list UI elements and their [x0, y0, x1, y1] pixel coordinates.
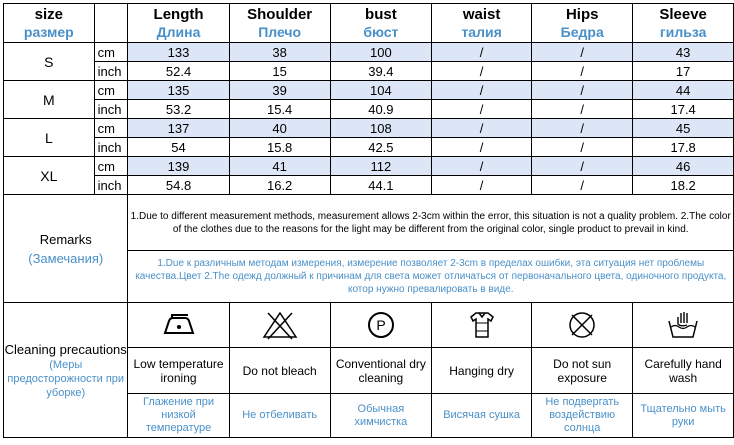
unit-label: cm: [94, 43, 128, 62]
size-label: L: [4, 119, 95, 157]
care-label-ru: Не подвергать воздействию солнца: [532, 394, 633, 438]
svg-text:P: P: [376, 317, 386, 333]
header-hips: Hips Бедра: [532, 4, 633, 43]
table-cell: 44.1: [330, 176, 431, 195]
size-label: M: [4, 81, 95, 119]
care-label-ru: Обычная химчистка: [330, 394, 431, 438]
table-cell: 46: [633, 157, 734, 176]
hanging-dry-icon: [432, 303, 532, 348]
cleaning-label: Cleaning precautions (Меры предосторожности при уборке): [4, 303, 128, 438]
table-cell: 17.8: [633, 138, 734, 157]
table-cell: 42.5: [330, 138, 431, 157]
table-cell: /: [532, 176, 633, 195]
table-row: [4, 119, 734, 138]
header-bust: bust бюст: [330, 4, 431, 43]
remarks-label: Remarks (Замечания): [4, 195, 128, 303]
unit-label: cm: [94, 119, 128, 138]
table-cell: 40: [229, 119, 330, 138]
table-cell: 15.4: [229, 100, 330, 119]
table-cell: /: [532, 62, 633, 81]
hand-wash-icon: [633, 303, 734, 348]
table-cell: /: [432, 81, 532, 100]
table-cell: 112: [330, 157, 431, 176]
table-row: [4, 138, 734, 157]
header-size: size размер: [4, 4, 95, 43]
table-cell: /: [432, 157, 532, 176]
table-row: [4, 43, 734, 62]
table-cell: 54: [128, 138, 229, 157]
table-cell: /: [532, 43, 633, 62]
table-row: [4, 62, 734, 81]
size-label: S: [4, 43, 95, 81]
table-cell: 108: [330, 119, 431, 138]
table-cell: 17.4: [633, 100, 734, 119]
dry-clean-p-icon: [330, 303, 431, 348]
header-waist: waist талия: [432, 4, 532, 43]
table-cell: 44: [633, 81, 734, 100]
unit-label: inch: [94, 100, 128, 119]
table-row: [4, 100, 734, 119]
care-label-en: Low temperature ironing: [128, 348, 229, 394]
table-cell: /: [432, 62, 532, 81]
table-cell: 139: [128, 157, 229, 176]
care-label-ru: Не отбеливать: [229, 394, 330, 438]
table-cell: 104: [330, 81, 431, 100]
table-cell: 18.2: [633, 176, 734, 195]
table-cell: /: [532, 119, 633, 138]
care-label-ru: Висячая сушка: [432, 394, 532, 438]
table-cell: 38: [229, 43, 330, 62]
remarks-text-en: 1.Due to different measurement methods, measurement allows 2-3cm within the error, this situation is not a quality problem. 2.The color of the clothes due to the reasons for the light may be different from the original color, single product to prevail in kind.: [128, 195, 734, 251]
do-not-bleach-icon: [229, 303, 330, 348]
header-row: [4, 4, 734, 43]
cleaning-icons-row: [4, 303, 734, 348]
table-cell: 40.9: [330, 100, 431, 119]
table-cell: /: [432, 43, 532, 62]
table-cell: /: [432, 119, 532, 138]
care-label-en: Do not sun exposure: [532, 348, 633, 394]
table-cell: /: [532, 138, 633, 157]
table-cell: /: [532, 81, 633, 100]
table-cell: /: [432, 176, 532, 195]
header-length: Length Длина: [128, 4, 229, 43]
table-cell: 53.2: [128, 100, 229, 119]
header-sleeve: Sleeve гильза: [633, 4, 734, 43]
table-cell: 52.4: [128, 62, 229, 81]
care-label-ru: Глажение при низкой температуре: [128, 394, 229, 438]
table-row: [4, 157, 734, 176]
care-label-en: Do not bleach: [229, 348, 330, 394]
care-label-en: Conventional dry cleaning: [330, 348, 431, 394]
table-cell: 15.8: [229, 138, 330, 157]
iron-low-temperature-icon: [128, 303, 229, 348]
care-label-ru: Тщательно мыть руки: [633, 394, 734, 438]
header-shoulder: Shoulder Плечо: [229, 4, 330, 43]
table-row: [4, 81, 734, 100]
table-cell: 137: [128, 119, 229, 138]
table-cell: 43: [633, 43, 734, 62]
care-label-en: Carefully hand wash: [633, 348, 734, 394]
unit-label: inch: [94, 138, 128, 157]
table-cell: /: [532, 157, 633, 176]
do-not-sun-dry-icon: [532, 303, 633, 348]
size-table: [3, 3, 734, 438]
header-unit-blank: [94, 4, 128, 43]
table-cell: 39: [229, 81, 330, 100]
table-cell: /: [432, 100, 532, 119]
table-cell: 135: [128, 81, 229, 100]
unit-label: cm: [94, 81, 128, 100]
remarks-text-ru: 1.Due к различным методам измерения, измерение позволяет 2-3cm в пределах ошибки, эта ситуация нет проблемы качества.Цвет 2.The одежд должный к причинам для света может отличаться от первоначального цвета, одиночного продукта, котор нужно превалировать в виде.: [128, 251, 734, 303]
table-cell: 45: [633, 119, 734, 138]
table-cell: 54.8: [128, 176, 229, 195]
table-cell: 16.2: [229, 176, 330, 195]
size-label: XL: [4, 157, 95, 195]
table-cell: /: [532, 100, 633, 119]
table-cell: 15: [229, 62, 330, 81]
table-row: [4, 176, 734, 195]
table-cell: 17: [633, 62, 734, 81]
unit-label: inch: [94, 176, 128, 195]
table-cell: 133: [128, 43, 229, 62]
unit-label: inch: [94, 62, 128, 81]
table-cell: /: [432, 138, 532, 157]
table-cell: 100: [330, 43, 431, 62]
unit-label: cm: [94, 157, 128, 176]
remarks-row-en: [4, 195, 734, 251]
table-cell: 39.4: [330, 62, 431, 81]
table-cell: 41: [229, 157, 330, 176]
care-label-en: Hanging dry: [432, 348, 532, 394]
